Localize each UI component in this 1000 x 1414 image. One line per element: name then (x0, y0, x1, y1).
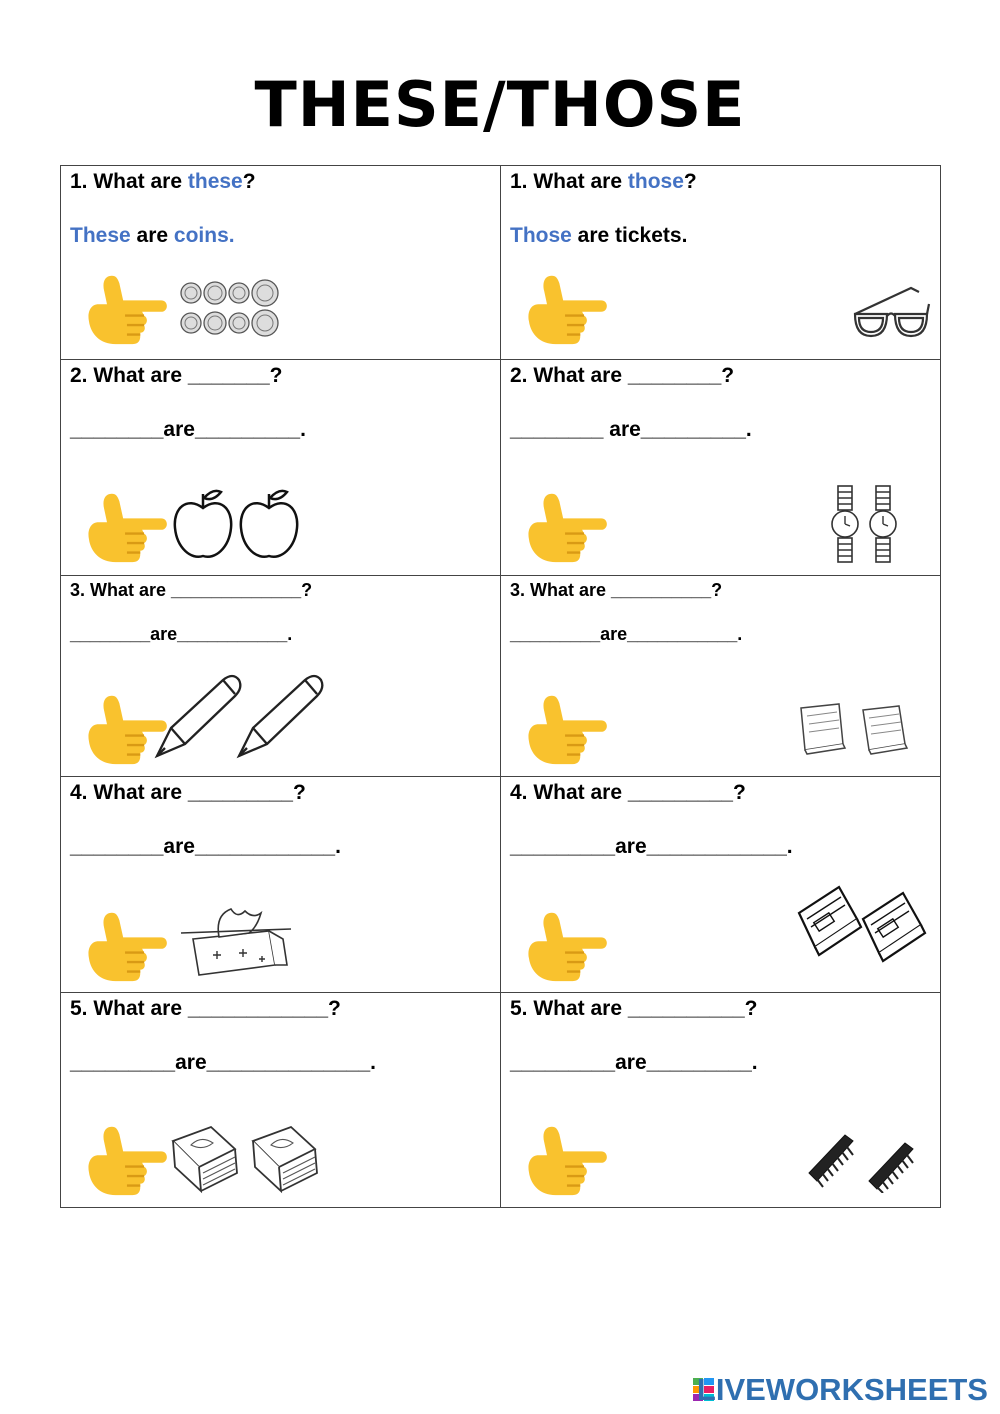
exercise-row-5 (61, 993, 941, 1208)
answer-text (70, 224, 235, 248)
pointing-hand-icon (83, 488, 169, 564)
brand-footer: LIVEWORKSHEETS (696, 1372, 988, 1407)
question-text (510, 170, 697, 194)
question-text: 2. What are _______? (70, 364, 283, 387)
pointing-hand-icon (523, 270, 609, 346)
coins-icon (179, 278, 283, 338)
watches-icon (829, 484, 899, 564)
question-keyword: these (187, 170, 243, 193)
answer-text: ________ are_________. (510, 418, 752, 441)
question-text: 2. What are ________? (510, 364, 735, 387)
exercise-cell-4-left (61, 777, 501, 993)
pointing-hand-icon (523, 1121, 609, 1197)
question-text: 3. What are _____________? (70, 580, 313, 600)
pointing-hand-icon (523, 690, 609, 766)
answer-rest: are tickets. (571, 224, 688, 247)
answer-text: ________are____________. (70, 835, 341, 858)
answer-text: _________are______________. (70, 1051, 376, 1074)
apples-icon (171, 486, 305, 562)
pointing-hand-icon (523, 488, 609, 564)
question-prefix: 1. What are (70, 170, 188, 193)
exercise-row-1 (61, 166, 941, 360)
question-text (70, 170, 256, 194)
question-mark: ? (683, 170, 697, 193)
exercise-cell-2-left (61, 360, 501, 576)
answer-text (510, 224, 687, 248)
combs-icon (805, 1129, 929, 1193)
exercise-row-2 (61, 360, 941, 576)
answer-text: _________are_________. (510, 1051, 758, 1074)
answer-text: ________are___________. (70, 624, 293, 644)
question-text: 5. What are __________? (510, 997, 758, 1020)
exercise-cell-1-right (501, 166, 941, 360)
question-prefix: 1. What are (510, 170, 628, 193)
glasses-icon (851, 284, 933, 342)
question-text: 4. What are _________? (510, 781, 746, 804)
answer-text: _________are___________. (510, 624, 743, 644)
question-text: 4. What are _________? (70, 781, 306, 804)
exercise-cell-1-left (61, 166, 501, 360)
exercise-table (60, 165, 941, 1208)
exercise-cell-5-left (61, 993, 501, 1208)
pointing-hand-icon (83, 270, 169, 346)
question-mark: ? (242, 170, 256, 193)
question-text: 5. What are ____________? (70, 997, 341, 1020)
exercise-row-3 (61, 576, 941, 777)
cards-icon (793, 883, 929, 975)
answer-text: _________are____________. (510, 835, 793, 858)
exercise-cell-3-right (501, 576, 941, 777)
question-keyword: those (627, 170, 684, 193)
exercise-cell-2-right (501, 360, 941, 576)
pointing-hand-icon (83, 907, 169, 983)
answer-noun: coins. (173, 224, 235, 247)
pointing-hand-icon (83, 1121, 169, 1197)
question-text: 3. What are __________? (510, 580, 723, 600)
worksheet-title: THESE/THOSE (254, 68, 746, 141)
exercise-row-4 (61, 777, 941, 993)
exercise-cell-4-right (501, 777, 941, 993)
notebooks-icon (791, 702, 913, 758)
answer-verb: are (130, 224, 174, 247)
tissues-icon (179, 905, 295, 979)
exercise-cell-3-left (61, 576, 501, 777)
exercise-cell-5-right (501, 993, 941, 1208)
answer-text: ________are_________. (70, 418, 306, 441)
books-icon (169, 1121, 331, 1195)
pens-icon (149, 672, 329, 762)
answer-keyword: These (70, 224, 131, 247)
pointing-hand-icon (523, 907, 609, 983)
answer-keyword: Those (510, 224, 572, 247)
